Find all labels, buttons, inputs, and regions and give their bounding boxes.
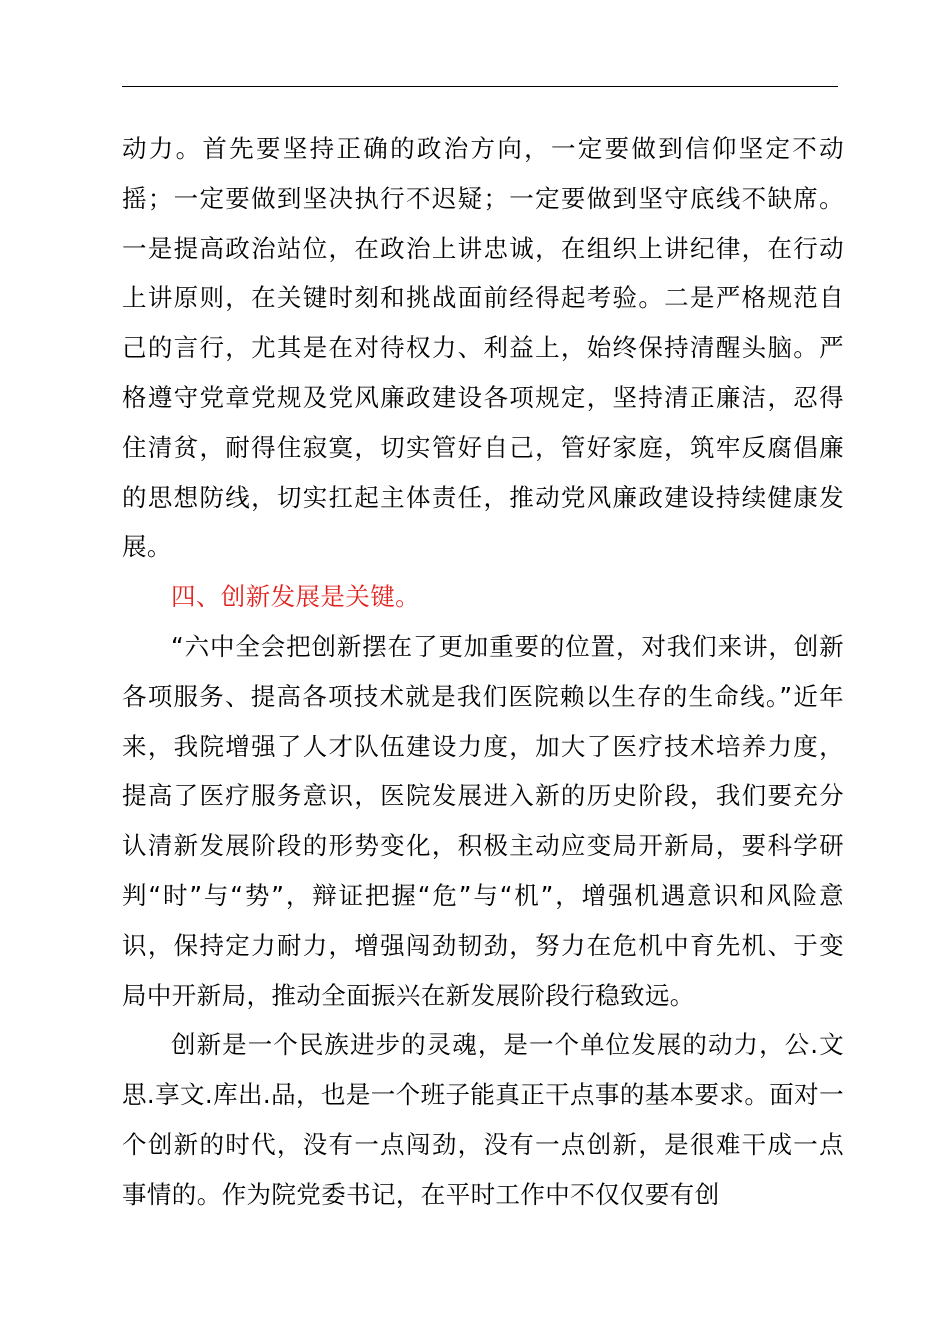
document-body: [122, 124, 844, 1220]
header-rule: [122, 86, 838, 87]
paragraph-3: 创新是一个民族进步的灵魂，是一个单位发展的动力，公.文思.享文.库出.品，也是一个班子能真正干点事的基本要求。面对一个创新的时代，没有一点闯劲，没有一点创新，是很难干成一点事情的。作为院党委书记，在平时工作中不仅仅要有创: [122, 1030, 844, 1209]
paragraph-1: 动力。首先要坚持正确的政治方向，一定要做到信仰坚定不动摇；一定要做到坚决执行不迟疑；一定要做到坚守底线不缺席。一是提高政治站位，在政治上讲忠诚，在组织上讲纪律，在行动上讲原则，在关键时刻和挑战面前经得起考验。二是严格规范自己的言行，尤其是在对待权力、利益上，始终保持清醒头脑。严格遵守党章党规及党风廉政建设各项规定，坚持清正廉洁，忍得住清贫，耐得住寂寞，切实管好自己，管好家庭，筑牢反腐倡廉的思想防线，切实扛起主体责任，推动党风廉政建设持续健康发展。: [122, 134, 844, 562]
paragraph-2: “六中全会把创新摆在了更加重要的位置，对我们来讲，创新各项服务、提高各项技术就是我们医院赖以生存的生命线。”近年来，我院增强了人才队伍建设力度，加大了医疗技术培养力度，提高了医疗服务意识，医院发展进入新的历史阶段，我们要充分认清新发展阶段的形势变化，积极主动应变局开新局，要科学研判“时”与“势”，辩证把握“危”与“机”，增强机遇意识和风险意识，保持定力耐力，增强闯劲韧劲，努力在危机中育先机、于变局中开新局，推动全面振兴在新发展阶段行稳致远。: [122, 631, 844, 1010]
section-heading: 四、创新发展是关键。: [171, 582, 420, 612]
